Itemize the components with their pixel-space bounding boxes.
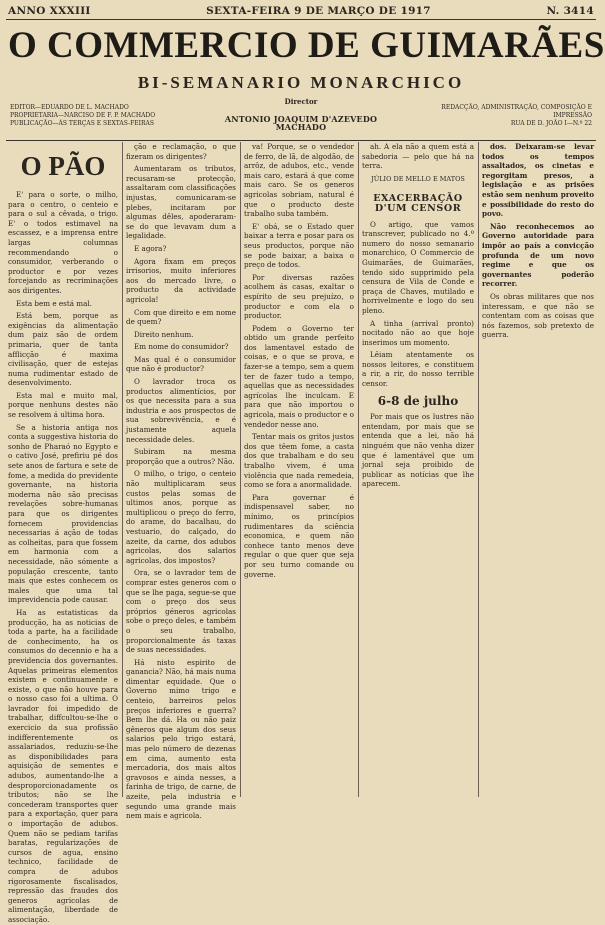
address-line-2: IMPRESSÃO — [553, 112, 592, 119]
column-2 — [126, 142, 236, 821]
paragraph: Se a historia antiga nos conta a suggestiva historia do sonho de Pharaó no Egypto e o cativo José, prefiriu pé dos sete anos de fartura e sete de fome, a medida do previdente governante, na historia moderna não são precisas revelações sobre-humanas para que os dirigentes fornecem providencias necessarias á ação de todas as colheitas, para que fossem em harmonia com a necessidade, não sómente a população crescente, tanto mais que estes conhecem os males que uma tal imprevidencia pode causar. — [8, 422, 118, 605]
issue-number: N. 3414 — [546, 5, 594, 17]
column-1 — [8, 142, 118, 924]
column-3 — [244, 142, 354, 797]
paragraph: Agora fixam em preços irrisorios, muito inferiores aos do mercado livre, o producto da actividade agricola! — [126, 256, 236, 304]
paragraph: A tinha (arrival pronto) nocitado não ao que hoje inserimos um momento. — [362, 318, 474, 347]
column-separator — [478, 142, 479, 797]
header-rule — [6, 140, 596, 141]
paragraph: ah. A ela não a quem está a sabedoria — pelo que há na terra. — [362, 142, 474, 171]
paragraph: Direito nenhum. — [134, 329, 194, 339]
column-separator — [240, 142, 241, 797]
paragraph: Esta bem e está mal. — [16, 298, 92, 308]
director-label: Director — [284, 97, 318, 106]
paragraph: Por mais que os lustres não entendam, por mais que se entenda que a lei, não há ninguém que não venha dizer que é lamentável que um jornal seja proibido de publicar as notícias que lhe aparecem. — [362, 412, 474, 489]
paragraph: Ha as estatisticas da producção, ha as noticias de toda a parte, ha a facilidade de conhecimento, ha os consumos do decennio e ha a previdencia dos governantes. Aquelas primeiras elementos existem e continuamente e existe, o que não houve para o nosso caso foi a ultima. O lavrador foi impedido de trabalhar, diffcultou-se-lhe o exercicio da sua profissão indifferentemente os assalariados, reduziu-se-lhe as disponibilidades para aquisição de sementes e adubos, aumentando-lhe a desproporcionadamente os tributos; não se lhe concederam transportes quer para a exportação, quer para o importação de adubos. Quem não se pediam tarifas baratas, regularizações de cursos de agua, ensino technico, facilidade de compra de adubos rigorosamente fiscalisados, repressão das fraudes dos generos agricolas de alimentação, liberdade de associação. — [8, 607, 118, 924]
paragraph: Os obras militares que nos interessam, e que não se contentam com as coisas que nós fazemos, sob pretexto de guerra. — [482, 291, 594, 340]
paragraph: Tentar mais os gritos justos dos que têem fome, a casta dos que trabalham e do seu trabalho vivem, é uma violência que nada remedeia, como se fora a anormalidade. — [244, 432, 354, 490]
address-line-1: REDACÇÃO, ADMINISTRAÇÃO, COMPOSIÇÃO E — [441, 104, 592, 111]
paragraph: Com que direito e em nome de quem? — [126, 307, 236, 327]
masthead-title: O COMMERCIO DE GUIMARÃES — [8, 25, 605, 66]
paragraph: Há nisto espirito de ganancia? Não, há mais numa dimentar equidade. Que o Governo mimo trigo e centeio, barreiros pelos preços inferiores e guerra? Bem lhe dá. Ha ou não paiz gêneros que algum dos seus salarios pelo trigo estará, mas pelo número de dezenas em cima, aumento esta mercadoria, dos mais altos gravosos e ainda nesses, a farinha de trigo, de carne, de azeite, pela industria e segundo uma grande mais nem mais e agricola. — [126, 657, 236, 821]
paragraph: va! Porque, se o vendedor de ferro, de lã, de algodão, de arrôz, de adubos, etc., vende mais caro, estará á que come mais caro. Se os generos agricolas sobriam, natural é que o producto deste trabalho suba também. — [244, 142, 354, 219]
info-line — [10, 98, 592, 140]
paragraph: Está bem, porque as exigências da alimentação dum paiz são de ordem primaria, quer de tanta afflicção é maxima civilisação, quer de estejas numa rudimentar estado de desenvolvimento. — [8, 311, 118, 388]
paragraph: dos. Deixaram-se levar todos os tempos assaltados, os cinetas e regorgitam presos, a legislação e as prisões estão sem nenhum proveito e possibilidade do resto do povo. — [482, 142, 594, 219]
address-line-3: RUA DE D. JOÃO I—N.º 22 — [510, 120, 592, 127]
address-info — [402, 104, 592, 128]
paragraph: Aumentaram os tributos, recusaram-se protecção, assaltaram com classificações injustas, comunicaram-se plebes, incitaram por algumas dêles, apoderaram-se do que levavam dum a legalidade. — [126, 164, 236, 241]
paragraph: Por diversas razões acolhem ás casas, exaltar o espírito de seu prejuízo, o productor e com ela o productor. — [244, 272, 354, 321]
column-4 — [362, 142, 474, 797]
issue-line — [8, 4, 594, 18]
owner-line: PROPRIETARIA—NARCISO DE F. P. MACHADO — [10, 112, 156, 119]
column-5 — [482, 142, 594, 797]
publication-line: PUBLICAÇÃO—ÁS TERÇAS E SEXTAS-FEIRAS — [10, 120, 154, 127]
paragraph: Podem o Governo ter obtido um grande perfeito dos lamentavel estado de coisas, e o que se prova, e fazer-se a tempo, sem a quem ter de fazer tudo a tempo, aquellas que as necessidades agrícolas lhe inculcam. E para que não importou o agricola, mais o productor e o vendedor nesse ano. — [244, 323, 354, 429]
paragraph: Não reconhecemos ao Governo autoridade para impôr ao país a convicção profunda de um novo regime e que os governantes poderão recorrer. — [482, 221, 594, 289]
paragraph: E' obá, se o Estado quer baixar a terra e posar para os seus productos, porque não se pode baixar, a baixa o preço de todos. — [244, 221, 354, 270]
paragraph: E agora? — [134, 243, 167, 253]
paragraph: ção e reclamação, o que fizeram os dirigentes? — [126, 142, 236, 161]
editor-line: EDITOR—EDUARDO DE L. MACHADO — [10, 104, 129, 111]
paragraph: O lavrador troca os productos alimentícios, por os que necessita para a sua industria e aos prospectos de sua sobrevivência, e é justamente aquela necessidade deles. — [126, 377, 236, 444]
column-separator — [358, 142, 359, 797]
issue-year: ANNO XXXIII — [8, 5, 91, 17]
article-columns — [8, 142, 594, 924]
article-headline: O PÃO — [20, 151, 106, 181]
author-signature: JÚLIO DE MELLO E MATOS — [371, 174, 465, 183]
paragraph: Lêiam atentamente os nossos leitores, e constituem a rir, a rir, do nosso terrible censor. — [362, 350, 474, 389]
director-info — [210, 98, 392, 131]
masthead-subtitle: BI-SEMANARIO MONARCHICO — [137, 73, 465, 92]
paragraph: Esta mal e muito mal, porque nenhuns destes não se resolvem á ultima hora. — [8, 390, 118, 420]
paragraph: Mas qual é o consumidor que não é productor? — [126, 354, 236, 374]
editor-info — [10, 104, 210, 128]
paragraph: O milho, o trigo, o centeio não multiplicaram seus custos pelas somas de ultimos anos, porque as multiplicou o preço do ferro, do arame, do bacalhau, do vestuario, do calçado, do azeite, da carne, dos adubos agricolas, dos salarios agricolas, dos impostos? — [126, 469, 236, 565]
paragraph: Para governar é indispensavel saber, no mínimo, os princípios rudimentares da sciência economica, e quem não conhece tanto menos deve regular o que quer que seja por seu turno comande ou governe. — [244, 492, 354, 579]
paragraph: O artigo, que vamos transcrever, publicado no 4.º numero do nosso semanario monarchico, O Commercio de Guimarães, de Guimarães, tendo sido supprimido pela censura de Vila de Conde e praça de Chaves, mutilado e horrivelmente e logo do seu pleno. — [362, 219, 474, 315]
paragraph: E' para o sorte, o milho, para o centro, o centeio e para o sul a cêvada, o trigo. E' o todos estimavel na escassez, e a imprensa entre largas columnas recommendando o consumidor, verberando o productor e por vezes forcejando as recriminações aos dirigentes. — [8, 190, 118, 295]
issue-date: SEXTA-FEIRA 9 DE MARÇO DE 1917 — [206, 5, 431, 17]
column-separator — [122, 142, 123, 797]
section-title: EXACERBAÇÃO D'UM CENSOR — [373, 193, 463, 214]
director-name: ANTONIO JOAQUIM D'AZEVEDO MACHADO — [224, 114, 378, 132]
paragraph: Subiram na mesma proporção que a outros? Não. — [126, 447, 236, 466]
paragraph: Ora, se o lavrador tem de comprar estes generos com o que se lhe paga, segue-se que com o preço dos seus próprios géneros agricolas sobe o preço deles, e também o seu trabalho, proporcionalmente ás taxas de suas necessidades. — [126, 568, 236, 655]
date-subheading: 6-8 de julho — [377, 393, 459, 408]
paragraph: Em nome do consumidor? — [134, 342, 229, 352]
